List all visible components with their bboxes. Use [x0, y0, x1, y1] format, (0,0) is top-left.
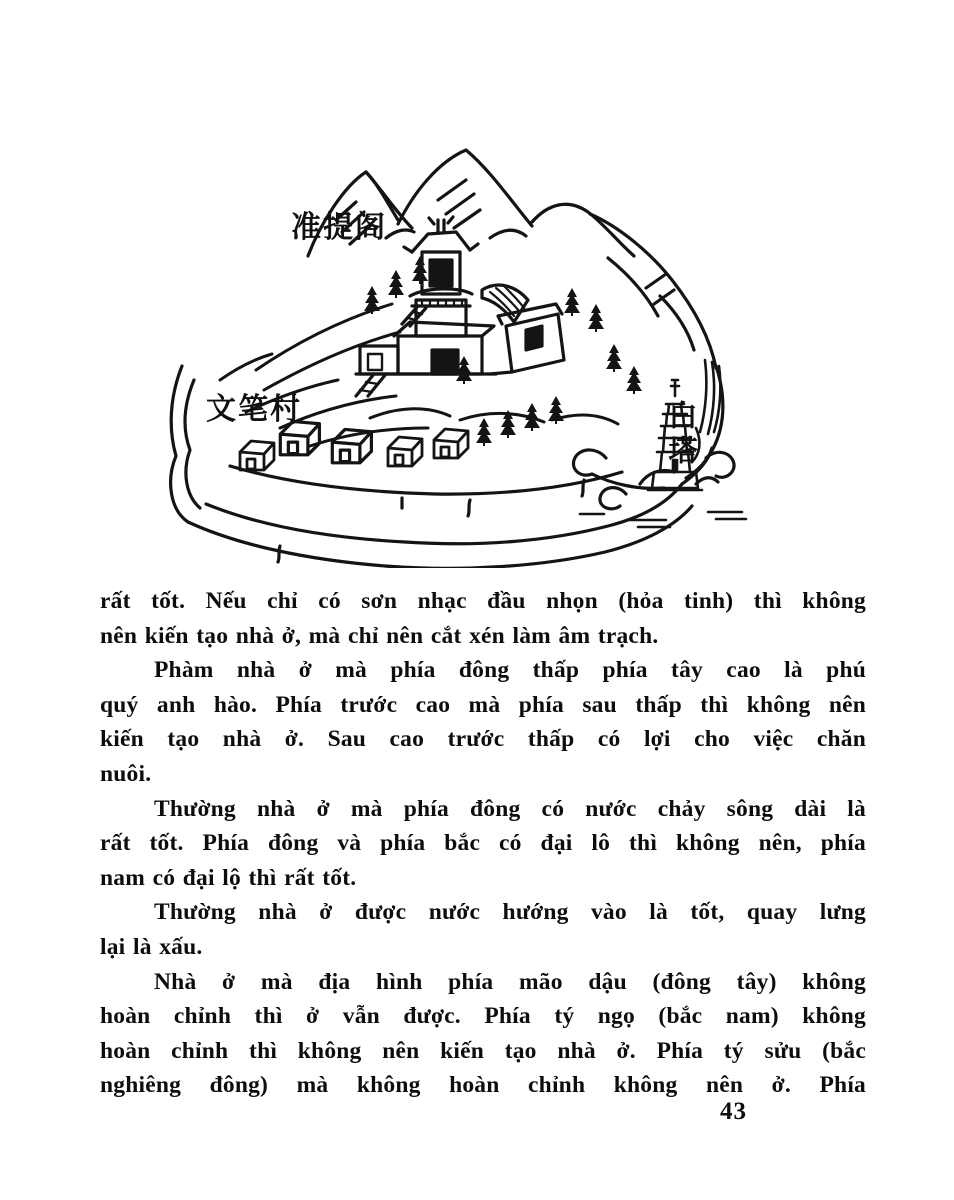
text-line: Phàm nhà ở mà phía đông thấp phía tây cao là phú: [154, 657, 866, 684]
village-houses: [240, 421, 468, 470]
text-line: kiến tạo nhà ở. Sau cao trước thấp có lợi cho việc chăn: [100, 726, 866, 753]
body-text: [100, 584, 866, 1103]
label-zhunti-pavilion: 准提阁: [291, 210, 387, 245]
text-line: nam có đại lộ thì rất tốt.: [100, 864, 357, 891]
text-line: lại là xấu.: [100, 933, 203, 960]
text-line: rất tốt. Phía đông và phía bắc có đại lô thì không nên, phía: [100, 830, 866, 857]
text-line: hoàn chỉnh thì ở vẫn được. Phía tý ngọ (bắc nam) không: [100, 1003, 866, 1030]
text-line: Nhà ở mà địa hình phía mão dậu (đông tây) không: [154, 968, 866, 995]
text-line: Thường nhà ở mà phía đông có nước chảy sông dài là: [154, 795, 866, 822]
text-line: Thường nhà ở được nước hướng vào là tốt, quay lưng: [154, 899, 866, 926]
text-line: rất tốt. Nếu chỉ có sơn nhạc đầu nhọn (hỏa tinh) thì không: [100, 588, 866, 614]
label-white-pagoda: 白塔: [664, 400, 699, 470]
text-line: nuôi.: [100, 760, 152, 787]
label-wenbi-village: 文笔村: [206, 392, 302, 427]
fengshui-map-illustration: [160, 128, 752, 568]
text-line: hoàn chỉnh thì không nên kiến tạo nhà ở. Phía tý sửu (bắc: [100, 1037, 866, 1064]
page-number: 43: [720, 1098, 747, 1125]
text-line: nên kiến tạo nhà ở, mà chỉ nên cắt xén làm âm trạch.: [100, 622, 659, 649]
map-drawing: [160, 128, 752, 568]
text-line: nghiêng đông) mà không hoàn chỉnh không nên ở. Phía: [100, 1072, 866, 1099]
text-line: quý anh hào. Phía trước cao mà phía sau thấp thì không nên: [100, 691, 866, 718]
